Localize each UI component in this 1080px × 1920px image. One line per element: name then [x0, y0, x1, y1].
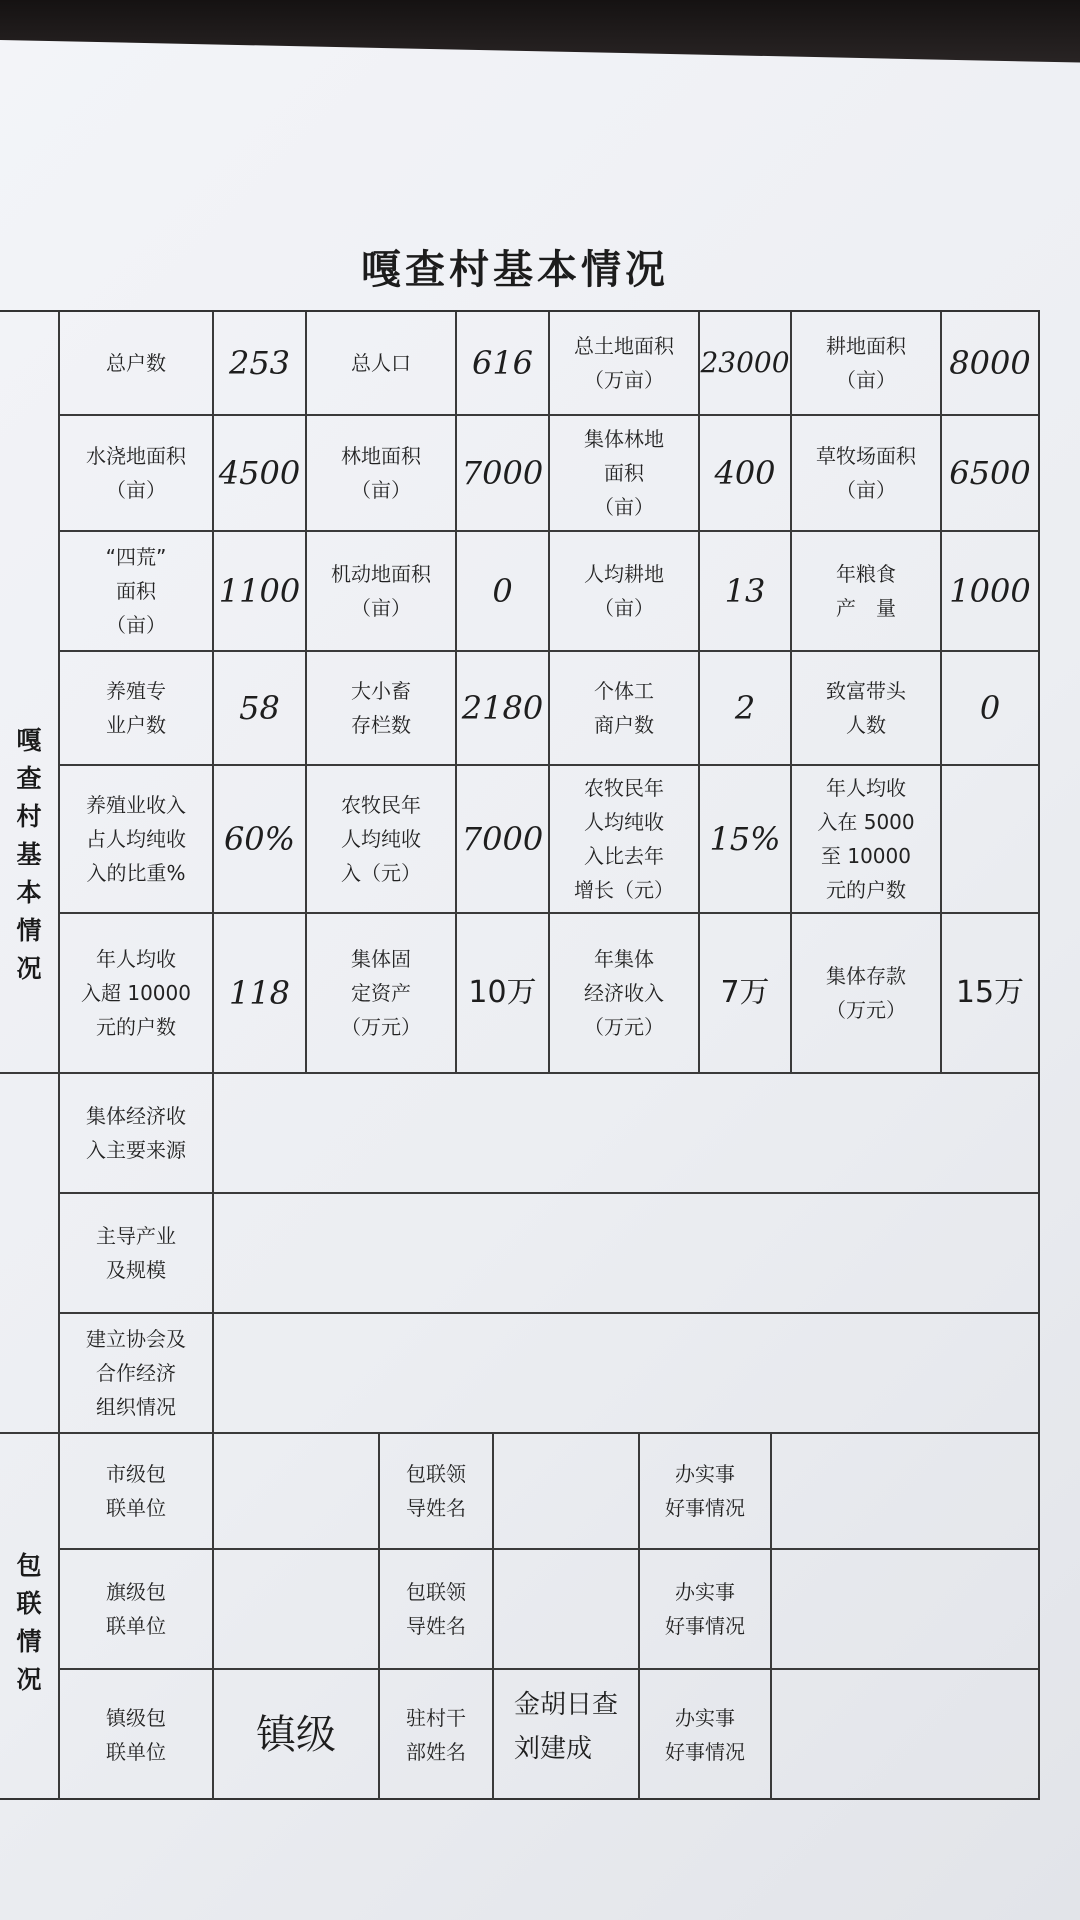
value-business-households: 2 [734, 689, 756, 727]
label-income-sources: 集体经济收 入主要来源 [86, 1104, 186, 1162]
value-breeding-income-share: 60% [223, 820, 296, 858]
value-total-land-area: 23000 [700, 346, 790, 379]
label-business-households: 个体工 商户数 [594, 679, 654, 737]
value-cultivated-land: 8000 [949, 344, 1031, 382]
label-wealth-leaders: 致富带头 人数 [826, 679, 906, 737]
value-four-wastelands: 1100 [218, 572, 301, 610]
label-households-over-10000: 年人均收 入超 10000 元的户数 [81, 947, 191, 1039]
value-total-households: 253 [228, 344, 291, 382]
value-city-liaison-unit [214, 1434, 378, 1548]
value-collective-forest: 400 [714, 454, 776, 492]
value-city-liaison-leader [494, 1434, 638, 1548]
value-grassland: 6500 [949, 454, 1031, 492]
label-collective-forest: 集体林地 面积 （亩） [584, 427, 664, 519]
label-banner-deeds: 办实事 好事情况 [665, 1580, 745, 1638]
label-town-deeds: 办实事 好事情况 [665, 1706, 745, 1764]
value-income-sources [214, 1074, 1038, 1192]
label-breeding-income-share: 养殖业收入 占人均纯收 入的比重% [86, 793, 186, 885]
value-banner-liaison-leader [494, 1550, 638, 1668]
value-village-cadre-name: 金胡日查 刘建成 [513, 1690, 618, 1764]
value-collective-fixed-assets: 10万 [468, 975, 537, 1010]
value-total-population: 616 [471, 344, 534, 382]
section-basic-label: 嘎 查 村 基 本 情 况 [16, 726, 42, 983]
label-town-liaison-unit: 镇级包 联单位 [106, 1706, 166, 1764]
label-income-growth: 农牧民年 人均纯收 入比去年 增长（元） [574, 776, 674, 902]
label-collective-fixed-assets: 集体固 定资产 （万元） [341, 947, 421, 1039]
label-banner-liaison-unit: 旗级包 联单位 [106, 1580, 166, 1638]
label-four-wastelands: “四荒” 面积 （亩） [105, 545, 167, 637]
label-cooperatives: 建立协会及 合作经济 组织情况 [86, 1327, 186, 1419]
label-per-capita-income: 农牧民年 人均纯收 入（元） [341, 793, 421, 885]
label-banner-liaison-leader: 包联领 导姓名 [406, 1580, 466, 1638]
label-city-liaison-leader: 包联领 导姓名 [406, 1462, 466, 1520]
value-households-over-10000: 118 [228, 974, 291, 1012]
label-village-cadre-name: 驻村干 部姓名 [406, 1706, 466, 1764]
label-total-households: 总户数 [106, 351, 166, 375]
label-households-5000-10000: 年人均收 入在 5000 至 10000 元的户数 [817, 776, 915, 902]
value-collective-deposits: 15万 [955, 975, 1025, 1010]
label-leading-industry: 主导产业 及规模 [96, 1224, 176, 1282]
value-reserve-land: 0 [492, 572, 513, 610]
label-total-land-area: 总土地面积 （万亩） [574, 334, 674, 392]
value-leading-industry [214, 1194, 1038, 1312]
label-livestock-count: 大小畜 存栏数 [351, 679, 411, 737]
value-cooperatives [214, 1314, 1038, 1432]
label-city-deeds: 办实事 好事情况 [665, 1462, 745, 1520]
label-cultivated-land: 耕地面积 （亩） [826, 334, 906, 392]
label-breeding-households: 养殖专 业户数 [106, 679, 166, 737]
value-town-liaison-unit: 镇级 [256, 1712, 336, 1758]
label-reserve-land: 机动地面积 （亩） [331, 562, 431, 620]
value-per-capita-farmland: 13 [724, 572, 766, 610]
value-wealth-leaders: 0 [979, 689, 1001, 727]
info-form [0, 310, 1040, 1800]
value-breeding-households: 58 [239, 689, 280, 727]
label-city-liaison-unit: 市级包 联单位 [106, 1462, 166, 1520]
label-collective-annual-income: 年集体 经济收入 （万元） [584, 947, 664, 1039]
label-irrigated-land: 水浇地面积 （亩） [86, 444, 186, 502]
value-irrigated-land: 4500 [218, 454, 301, 492]
value-forest-land: 7000 [461, 454, 544, 492]
value-collective-annual-income: 7万 [720, 975, 770, 1010]
label-collective-deposits: 集体存款 （万元） [826, 964, 906, 1022]
value-annual-grain: 1000 [949, 572, 1031, 610]
document-title: 嘎查村基本情况 [361, 247, 669, 293]
value-town-deeds [772, 1670, 1038, 1800]
value-households-5000-10000 [942, 766, 1038, 912]
label-grassland: 草牧场面积 （亩） [816, 444, 916, 502]
section-liaison-label: 包 联 情 况 [16, 1551, 42, 1694]
label-annual-grain: 年粮食 产 量 [836, 562, 896, 620]
value-livestock-count: 2180 [461, 689, 544, 727]
value-income-growth: 15% [709, 820, 781, 858]
label-forest-land: 林地面积 （亩） [341, 444, 421, 502]
label-total-population: 总人口 [351, 351, 411, 375]
value-per-capita-income: 7000 [461, 820, 544, 858]
value-banner-liaison-unit [214, 1550, 378, 1668]
value-banner-deeds [772, 1550, 1038, 1668]
label-per-capita-farmland: 人均耕地 （亩） [584, 562, 664, 620]
value-city-deeds [772, 1434, 1038, 1548]
